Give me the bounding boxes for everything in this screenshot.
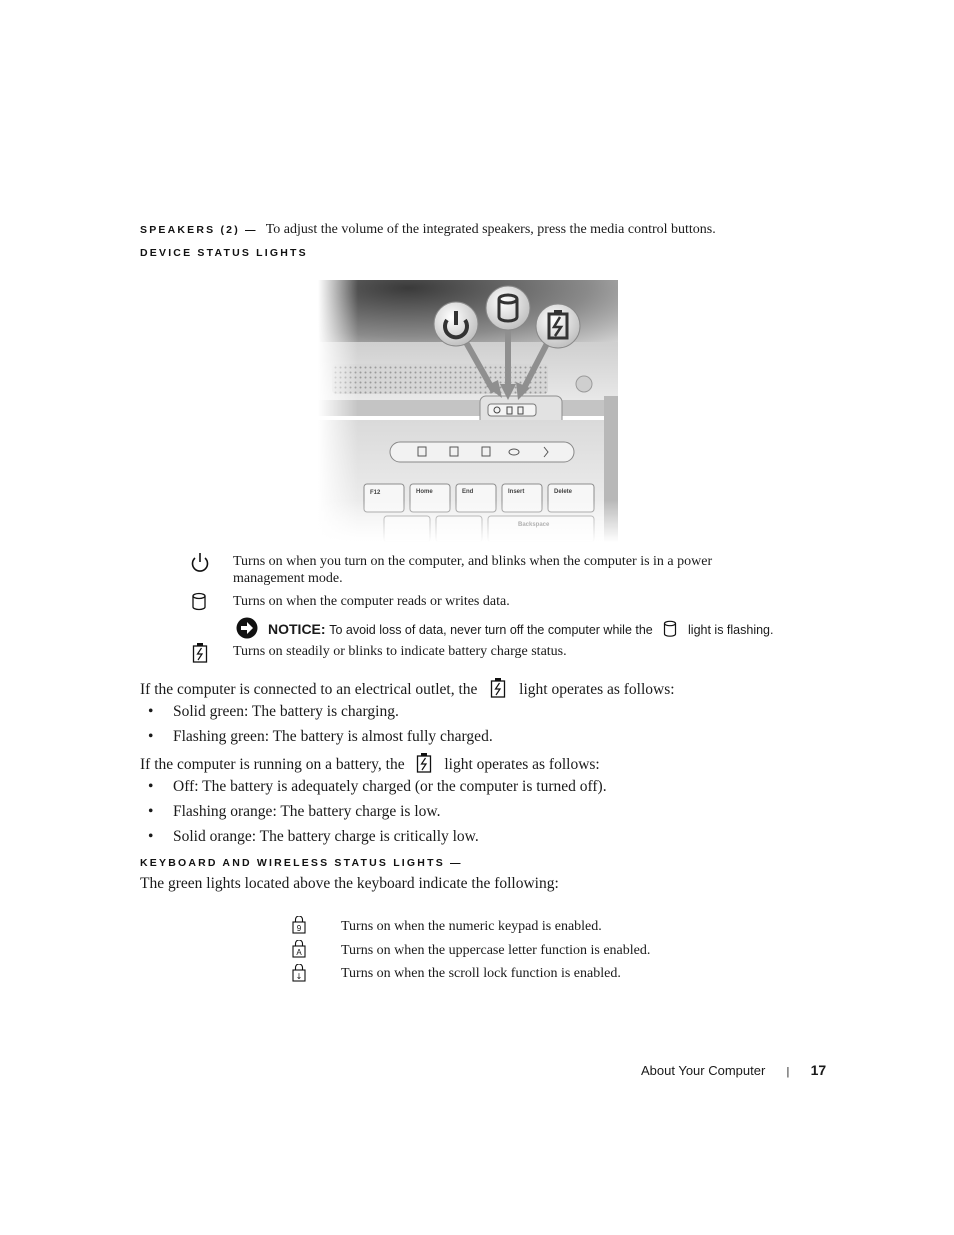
outlet-battery-icon bbox=[481, 677, 515, 705]
num-lock-icon bbox=[292, 916, 306, 934]
keyboard-status-heading: KEYBOARD AND WIRELESS STATUS LIGHTS — bbox=[140, 857, 463, 869]
power-light-description: Turns on when you turn on the computer, and blinks when the computer is in a power management mode. bbox=[233, 554, 713, 586]
notice-label: NOTICE: bbox=[268, 621, 326, 637]
battery-light-description: Turns on steadily or blinks to indicate battery charge status. bbox=[233, 644, 567, 659]
key-end: End bbox=[462, 489, 474, 495]
caps-lock-description: Turns on when the uppercase letter function is enabled. bbox=[341, 943, 651, 958]
num-lock-description: Turns on when the numeric keypad is enabled. bbox=[341, 919, 602, 934]
footer-section-title: About Your Computer bbox=[641, 1063, 766, 1078]
battery-light-icon bbox=[192, 642, 208, 664]
battery-text-before: If the computer is running on a battery, the bbox=[140, 756, 405, 773]
key-insert: Insert bbox=[508, 489, 525, 495]
outlet-paragraph bbox=[140, 677, 675, 705]
list-item: • Off: The battery is adequately charged (or the computer is turned off). bbox=[148, 778, 607, 795]
key-f12: F12 bbox=[370, 490, 381, 496]
speakers-text: To adjust the volume of the integrated speakers, press the media control buttons. bbox=[265, 222, 716, 237]
list-item: • Flashing green: The battery is almost fully charged. bbox=[148, 728, 493, 745]
page-footer bbox=[641, 1062, 826, 1078]
hard-drive-light-icon bbox=[191, 592, 207, 612]
status-lights-illustration bbox=[318, 280, 632, 542]
svg-text:A: A bbox=[296, 948, 302, 957]
notice-hard-drive-icon bbox=[656, 620, 684, 641]
footer-separator: | bbox=[786, 1066, 790, 1078]
device-status-heading: DEVICE STATUS LIGHTS bbox=[140, 247, 308, 259]
outlet-text-before: If the computer is connected to an electrical outlet, the bbox=[140, 681, 478, 698]
battery-bubble-icon bbox=[536, 304, 580, 348]
svg-text:↓: ↓ bbox=[295, 972, 303, 981]
speakers-label: SPEAKERS (2) — bbox=[140, 224, 258, 236]
notice-arrow-icon bbox=[236, 617, 258, 639]
hard-drive-bubble-icon bbox=[486, 286, 530, 330]
page-number: 17 bbox=[810, 1062, 827, 1078]
scroll-lock-description: Turns on when the scroll lock function is enabled. bbox=[341, 966, 621, 981]
power-bubble-icon bbox=[434, 302, 478, 346]
notice-text-before: To avoid loss of data, never turn off the computer while the bbox=[329, 623, 653, 637]
battery-text-after: light operates as follows: bbox=[444, 756, 600, 773]
outlet-text-after: light operates as follows: bbox=[519, 681, 675, 698]
speakers-entry bbox=[140, 220, 716, 238]
scroll-lock-icon bbox=[292, 964, 306, 982]
keyboard-intro: The green lights located above the keyboard indicate the following: bbox=[140, 875, 559, 892]
list-item: • Flashing orange: The battery charge is low. bbox=[148, 803, 441, 820]
battery-paragraph bbox=[140, 752, 600, 780]
notice-text-after: light is flashing. bbox=[688, 623, 774, 637]
caps-lock-icon bbox=[292, 940, 306, 958]
list-item: • Solid orange: The battery charge is critically low. bbox=[148, 828, 479, 845]
power-light-icon bbox=[190, 551, 210, 573]
list-item: • Solid green: The battery is charging. bbox=[148, 703, 399, 720]
key-delete: Delete bbox=[554, 489, 573, 495]
battery-inline-icon bbox=[408, 752, 440, 780]
hard-drive-light-description: Turns on when the computer reads or writes data. bbox=[233, 594, 510, 609]
key-home: Home bbox=[416, 489, 433, 495]
notice-text bbox=[268, 620, 773, 641]
svg-text:9: 9 bbox=[296, 924, 302, 933]
